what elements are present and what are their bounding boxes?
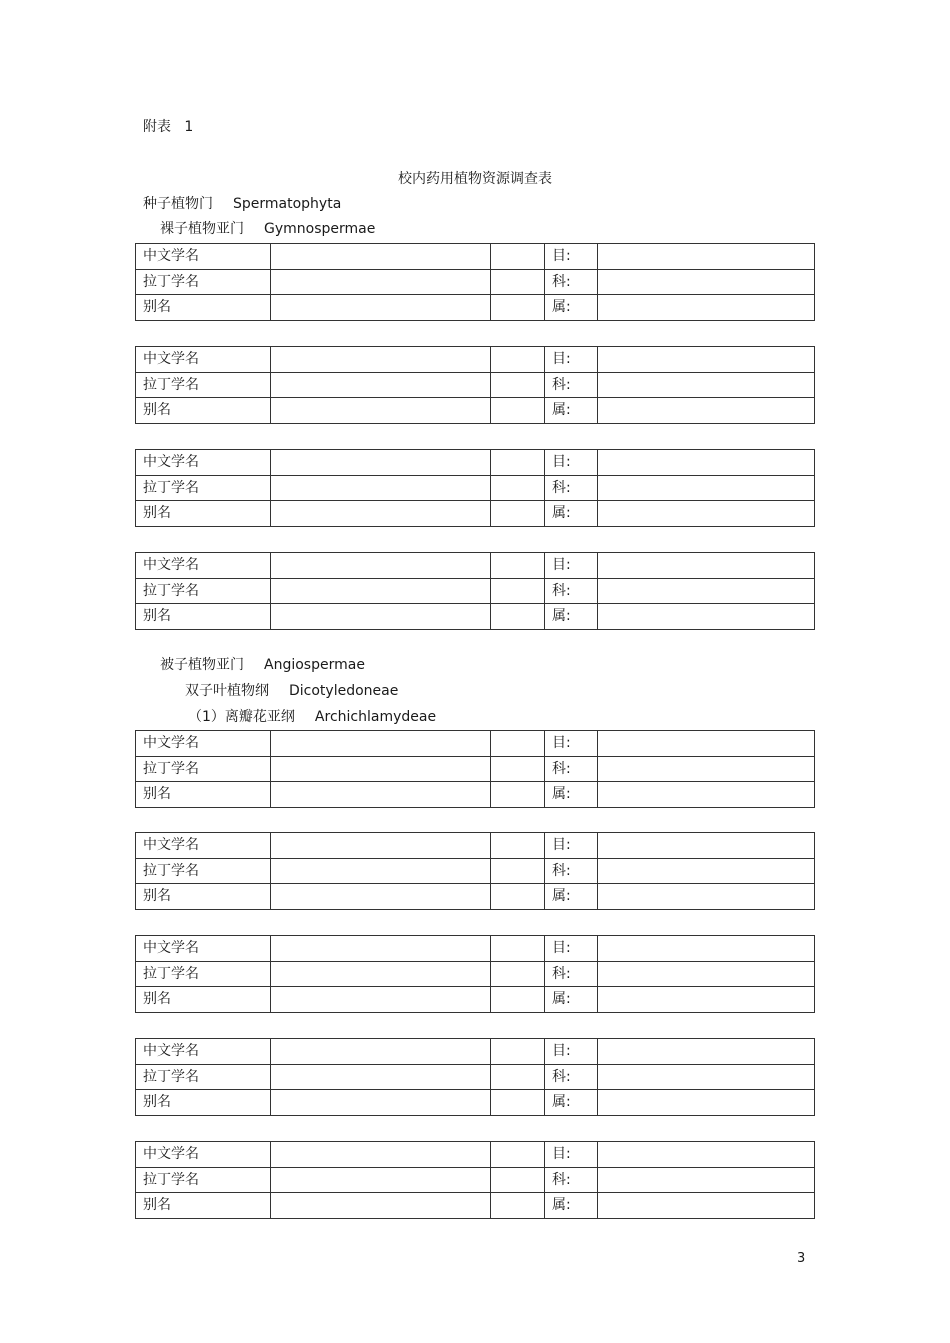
gymno-latin: Gymnospermae [264,221,376,237]
latin-name-label: 拉丁学名 [136,372,271,398]
rank-label: 属: [545,782,598,808]
cn-name-value-field[interactable] [271,1039,491,1065]
alias-label: 别名 [136,398,271,424]
rank-value-field[interactable] [598,782,815,808]
latin-name-value-field[interactable] [271,269,491,295]
cn-name-value-field[interactable] [271,347,491,373]
form-row [136,782,815,808]
rank-value-field[interactable] [598,269,815,295]
form-row [136,398,815,424]
spacer-cell [491,756,545,782]
alias-label: 别名 [136,782,271,808]
alias-value-field[interactable] [271,1193,491,1219]
rank-label: 属: [545,1193,598,1219]
plant-record-form [135,1141,815,1219]
rank-value-field[interactable] [598,398,815,424]
dicot-cn: 双子叶植物纲 [185,683,269,699]
form-row [136,604,815,630]
rank-label: 目: [545,450,598,476]
rank-label: 科: [545,1167,598,1193]
form-row [136,1064,815,1090]
rank-label: 属: [545,987,598,1013]
form-row [136,884,815,910]
form-row [136,1039,815,1065]
alias-value-field[interactable] [271,398,491,424]
plant-record-form [135,449,815,527]
alias-label: 别名 [136,1193,271,1219]
cn-name-label: 中文学名 [136,833,271,859]
latin-name-label: 拉丁学名 [136,1064,271,1090]
rank-value-field[interactable] [598,756,815,782]
rank-value-field[interactable] [598,578,815,604]
appendix-label: 附表 [143,119,171,135]
rank-label: 科: [545,756,598,782]
spacer-cell [491,244,545,270]
spacer-cell [491,987,545,1013]
rank-value-field[interactable] [598,450,815,476]
form-row [136,1142,815,1168]
rank-value-field[interactable] [598,1039,815,1065]
rank-value-field[interactable] [598,1064,815,1090]
cn-name-value-field[interactable] [271,1142,491,1168]
latin-name-value-field[interactable] [271,475,491,501]
spacer-cell [491,578,545,604]
cn-name-value-field[interactable] [271,553,491,579]
plant-record-form [135,552,815,630]
rank-label: 目: [545,244,598,270]
cn-name-label: 中文学名 [136,347,271,373]
heading-phylum [143,195,341,213]
rank-value-field[interactable] [598,987,815,1013]
spacer-cell [491,553,545,579]
plant-record-form [135,1038,815,1116]
latin-name-value-field[interactable] [271,372,491,398]
rank-label: 科: [545,372,598,398]
rank-value-field[interactable] [598,475,815,501]
spacer-cell [491,884,545,910]
latin-name-value-field[interactable] [271,1167,491,1193]
rank-label: 属: [545,1090,598,1116]
plant-record-form [135,832,815,910]
cn-name-value-field[interactable] [271,244,491,270]
rank-value-field[interactable] [598,553,815,579]
gymno-cn: 裸子植物亚门 [160,221,244,237]
rank-value-field[interactable] [598,936,815,962]
spacer-cell [491,347,545,373]
rank-value-field[interactable] [598,372,815,398]
archi-number: （1） [188,709,225,725]
cn-name-value-field[interactable] [271,833,491,859]
rank-label: 目: [545,553,598,579]
rank-label: 属: [545,604,598,630]
spacer-cell [491,833,545,859]
cn-name-label: 中文学名 [136,553,271,579]
latin-name-label: 拉丁学名 [136,269,271,295]
cn-name-label: 中文学名 [136,731,271,757]
latin-name-value-field[interactable] [271,756,491,782]
rank-label: 目: [545,1039,598,1065]
rank-label: 科: [545,475,598,501]
archi-latin: Archichlamydeae [314,709,437,725]
rank-label: 目: [545,1142,598,1168]
form-row [136,475,815,501]
rank-label: 属: [545,398,598,424]
rank-label: 属: [545,295,598,321]
form-row [136,1167,815,1193]
form-row [136,501,815,527]
form-row [136,833,815,859]
heading-gymnosperm [160,220,375,238]
alias-label: 别名 [136,884,271,910]
page-title: 校内药用植物资源调查表 [398,171,552,187]
heading-archichlamydeae [188,708,436,726]
spacer-cell [491,372,545,398]
phylum-cn: 种子植物门 [143,196,213,212]
latin-name-value-field[interactable] [271,1064,491,1090]
cn-name-value-field[interactable] [271,936,491,962]
form-row [136,372,815,398]
alias-value-field[interactable] [271,501,491,527]
rank-value-field[interactable] [598,858,815,884]
rank-value-field[interactable] [598,501,815,527]
form-row [136,295,815,321]
rank-label: 科: [545,578,598,604]
spacer-cell [491,398,545,424]
form-row [136,269,815,295]
alias-value-field[interactable] [271,295,491,321]
plant-record-form [135,935,815,1013]
alias-value-field[interactable] [271,1090,491,1116]
archi-cn: 离瓣花亚纲 [224,709,295,725]
rank-value-field[interactable] [598,1193,815,1219]
spacer-cell [491,501,545,527]
spacer-cell [491,604,545,630]
rank-value-field[interactable] [598,961,815,987]
latin-name-label: 拉丁学名 [136,475,271,501]
cn-name-label: 中文学名 [136,1142,271,1168]
alias-value-field[interactable] [271,604,491,630]
rank-label: 属: [545,884,598,910]
form-row [136,987,815,1013]
alias-value-field[interactable] [271,987,491,1013]
rank-value-field[interactable] [598,604,815,630]
spacer-cell [491,1142,545,1168]
alias-label: 别名 [136,987,271,1013]
cn-name-value-field[interactable] [271,731,491,757]
cn-name-label: 中文学名 [136,244,271,270]
form-row [136,1090,815,1116]
latin-name-label: 拉丁学名 [136,578,271,604]
form-row [136,553,815,579]
spacer-cell [491,936,545,962]
form-row [136,936,815,962]
alias-value-field[interactable] [271,782,491,808]
rank-value-field[interactable] [598,1090,815,1116]
cn-name-label: 中文学名 [136,1039,271,1065]
spacer-cell [491,731,545,757]
rank-value-field[interactable] [598,1167,815,1193]
latin-name-value-field[interactable] [271,961,491,987]
latin-name-label: 拉丁学名 [136,756,271,782]
rank-label: 科: [545,961,598,987]
rank-label: 目: [545,936,598,962]
form-row [136,961,815,987]
form-row [136,347,815,373]
spacer-cell [491,1064,545,1090]
form-row [136,244,815,270]
rank-value-field[interactable] [598,244,815,270]
page-number: 3 [797,1251,806,1266]
spacer-cell [491,450,545,476]
angio-latin: Angiospermae [264,657,365,673]
angio-cn: 被子植物亚门 [160,657,244,673]
rank-value-field[interactable] [598,884,815,910]
form-row [136,578,815,604]
spacer-cell [491,295,545,321]
rank-value-field[interactable] [598,731,815,757]
appendix-heading [143,118,193,136]
spacer-cell [491,1167,545,1193]
form-row [136,756,815,782]
rank-label: 属: [545,501,598,527]
alias-label: 别名 [136,604,271,630]
cn-name-label: 中文学名 [136,936,271,962]
rank-label: 目: [545,833,598,859]
rank-value-field[interactable] [598,347,815,373]
form-row [136,731,815,757]
spacer-cell [491,782,545,808]
latin-name-value-field[interactable] [271,858,491,884]
phylum-latin: Spermatophyta [233,196,342,212]
appendix-number: 1 [184,119,194,135]
rank-label: 目: [545,347,598,373]
rank-label: 科: [545,1064,598,1090]
rank-value-field[interactable] [598,295,815,321]
rank-value-field[interactable] [598,1142,815,1168]
plant-record-form [135,730,815,808]
latin-name-label: 拉丁学名 [136,858,271,884]
alias-label: 别名 [136,501,271,527]
heading-angiosperm [160,656,365,674]
form-row [136,858,815,884]
rank-label: 科: [545,858,598,884]
latin-name-label: 拉丁学名 [136,961,271,987]
spacer-cell [491,961,545,987]
spacer-cell [491,269,545,295]
spacer-cell [491,858,545,884]
spacer-cell [491,1193,545,1219]
rank-label: 目: [545,731,598,757]
form-row [136,450,815,476]
latin-name-value-field[interactable] [271,578,491,604]
spacer-cell [491,1090,545,1116]
form-row [136,1193,815,1219]
plant-record-form [135,346,815,424]
alias-value-field[interactable] [271,884,491,910]
heading-dicot [185,682,398,700]
cn-name-value-field[interactable] [271,450,491,476]
latin-name-label: 拉丁学名 [136,1167,271,1193]
alias-label: 别名 [136,295,271,321]
dicot-latin: Dicotyledoneae [289,683,399,699]
alias-label: 别名 [136,1090,271,1116]
spacer-cell [491,1039,545,1065]
plant-record-form [135,243,815,321]
spacer-cell [491,475,545,501]
cn-name-label: 中文学名 [136,450,271,476]
rank-label: 科: [545,269,598,295]
rank-value-field[interactable] [598,833,815,859]
